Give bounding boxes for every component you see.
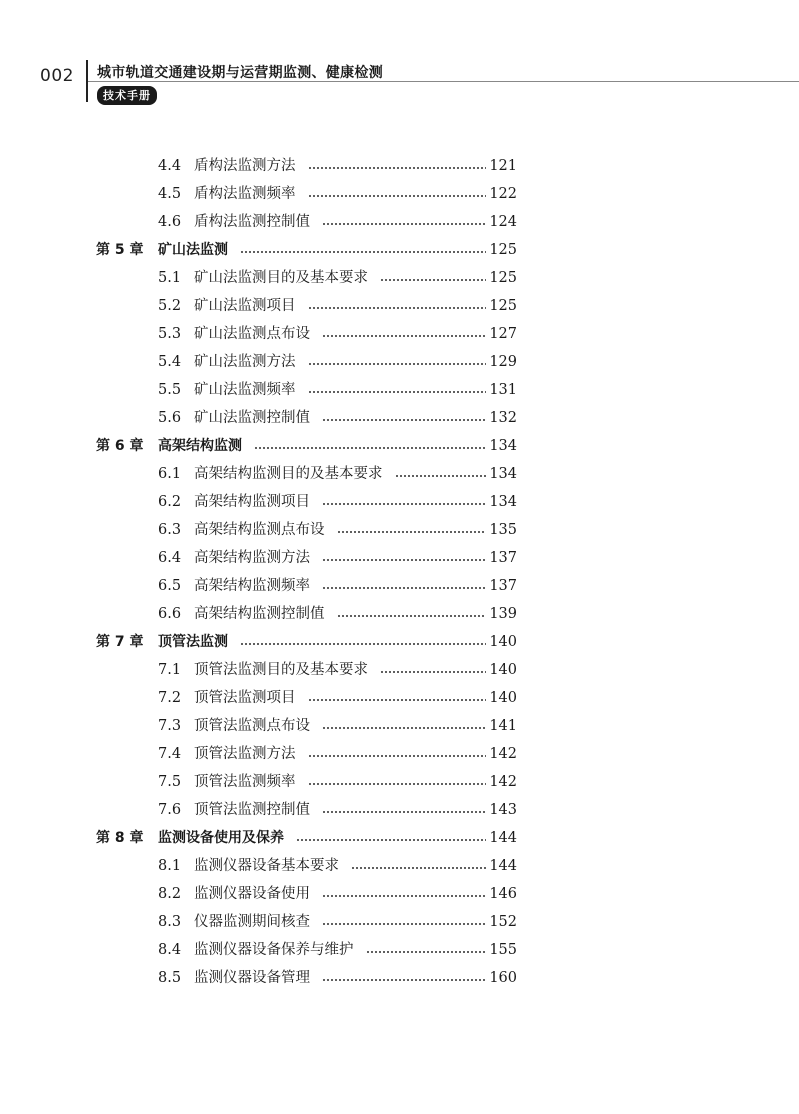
dot-leader	[254, 447, 486, 449]
toc-chapter-entry[interactable]	[96, 628, 517, 656]
dot-leader	[395, 475, 487, 477]
toc-entry-number: 第 8 章	[96, 830, 144, 846]
book-title: 城市轨道交通建设期与运营期监测、健康检测	[97, 65, 383, 81]
toc-section-entry[interactable]	[158, 292, 517, 320]
toc-entry-number: 5.1	[158, 270, 182, 286]
toc-section-entry[interactable]	[158, 712, 517, 740]
toc-section-entry[interactable]	[158, 572, 517, 600]
toc-entry-title: 顶管法监测目的及基本要求	[194, 662, 368, 678]
dot-leader	[322, 223, 486, 225]
toc-entry-page-number: 122	[489, 186, 517, 202]
dot-leader	[240, 251, 486, 253]
toc-entry-title: 盾构法监测控制值	[194, 214, 310, 230]
dot-leader	[308, 755, 487, 757]
toc-entry-page-number: 144	[489, 830, 517, 846]
toc-section-entry[interactable]	[158, 600, 517, 628]
toc-entry-number: 4.5	[158, 186, 182, 202]
toc-section-entry[interactable]	[158, 964, 517, 992]
toc-entry-page-number: 132	[489, 410, 517, 426]
toc-entry-page-number: 134	[489, 438, 517, 454]
toc-entry-number: 7.5	[158, 774, 182, 790]
toc-entry-number: 6.3	[158, 522, 182, 538]
toc-entry-title: 顶管法监测方法	[194, 746, 296, 762]
dot-leader	[308, 363, 487, 365]
dot-leader	[322, 895, 486, 897]
dot-leader	[308, 699, 487, 701]
page-number: 002	[40, 66, 74, 86]
manual-badge: 技术手册	[97, 86, 157, 105]
toc-section-entry[interactable]	[158, 320, 517, 348]
toc-entry-title: 监测仪器设备管理	[194, 970, 310, 986]
toc-entry-title: 顶管法监测项目	[194, 690, 296, 706]
dot-leader	[380, 671, 486, 673]
toc-chapter-entry[interactable]	[96, 432, 517, 460]
toc-entry-title: 监测仪器设备保养与维护	[194, 942, 354, 958]
toc-entry-number: 7.6	[158, 802, 182, 818]
toc-entry-number: 6.6	[158, 606, 182, 622]
toc-entry-title: 监测仪器设备基本要求	[194, 858, 339, 874]
dot-leader	[308, 783, 487, 785]
dot-leader	[337, 615, 487, 617]
toc-entry-title: 顶管法监测	[158, 634, 228, 650]
toc-entry-page-number: 137	[489, 578, 517, 594]
toc-entry-page-number: 143	[489, 802, 517, 818]
toc-section-entry[interactable]	[158, 852, 517, 880]
toc-entry-title: 矿山法监测频率	[194, 382, 296, 398]
toc-entry-page-number: 160	[489, 970, 517, 986]
toc-entry-number: 第 7 章	[96, 634, 144, 650]
toc-entry-title: 监测仪器设备使用	[194, 886, 310, 902]
toc-entry-number: 8.5	[158, 970, 182, 986]
toc-entry-number: 第 6 章	[96, 438, 144, 454]
toc-entry-number: 8.4	[158, 942, 182, 958]
toc-section-entry[interactable]	[158, 544, 517, 572]
dot-leader	[322, 559, 486, 561]
toc-entry-page-number: 140	[489, 690, 517, 706]
toc-section-entry[interactable]	[158, 936, 517, 964]
dot-leader	[240, 643, 486, 645]
toc-entry-title: 高架结构监测控制值	[194, 606, 325, 622]
toc-entry-number: 6.4	[158, 550, 182, 566]
toc-entry-page-number: 140	[489, 662, 517, 678]
toc-chapter-entry[interactable]	[96, 236, 517, 264]
toc-section-entry[interactable]	[158, 656, 517, 684]
toc-entry-title: 高架结构监测	[158, 438, 242, 454]
dot-leader	[308, 307, 487, 309]
toc-entry-number: 6.5	[158, 578, 182, 594]
toc-entry-number: 6.2	[158, 494, 182, 510]
dot-leader	[322, 587, 486, 589]
toc-entry-page-number: 155	[489, 942, 517, 958]
toc-section-entry[interactable]	[158, 908, 517, 936]
toc-entry-title: 盾构法监测频率	[194, 186, 296, 202]
toc-section-entry[interactable]	[158, 208, 517, 236]
toc-entry-page-number: 129	[489, 354, 517, 370]
toc-entry-number: 8.3	[158, 914, 182, 930]
dot-leader	[380, 279, 486, 281]
toc-entry-title: 盾构法监测方法	[194, 158, 296, 174]
dot-leader	[296, 839, 486, 841]
toc-entry-number: 5.4	[158, 354, 182, 370]
toc-entry-page-number: 137	[489, 550, 517, 566]
toc-entry-page-number: 134	[489, 466, 517, 482]
toc-entry-title: 高架结构监测频率	[194, 578, 310, 594]
toc-entry-number: 6.1	[158, 466, 182, 482]
dot-leader	[351, 867, 486, 869]
dot-leader	[322, 419, 486, 421]
toc-section-entry[interactable]	[158, 740, 517, 768]
toc-entry-page-number: 125	[489, 298, 517, 314]
toc-section-entry[interactable]	[158, 796, 517, 824]
toc-entry-title: 矿山法监测目的及基本要求	[194, 270, 368, 286]
toc-entry-page-number: 152	[489, 914, 517, 930]
toc-section-entry[interactable]	[158, 348, 517, 376]
dot-leader	[337, 531, 487, 533]
toc-entry-number: 7.3	[158, 718, 182, 734]
toc-entry-page-number: 141	[489, 718, 517, 734]
dot-leader	[322, 979, 486, 981]
toc-section-entry[interactable]	[158, 880, 517, 908]
page-header	[0, 0, 799, 110]
toc-entry-page-number: 125	[489, 242, 517, 258]
toc-entry-title: 仪器监测期间核查	[194, 914, 310, 930]
toc-section-entry[interactable]	[158, 768, 517, 796]
toc-entry-number: 5.2	[158, 298, 182, 314]
toc-section-entry[interactable]	[158, 152, 517, 180]
dot-leader	[322, 335, 486, 337]
toc-entry-title: 矿山法监测	[158, 242, 228, 258]
toc-chapter-entry[interactable]	[96, 824, 517, 852]
toc-entry-title: 顶管法监测频率	[194, 774, 296, 790]
toc-section-entry[interactable]	[158, 180, 517, 208]
toc-entry-title: 矿山法监测项目	[194, 298, 296, 314]
toc-entry-title: 顶管法监测控制值	[194, 802, 310, 818]
toc-entry-page-number: 135	[489, 522, 517, 538]
header-rule	[88, 81, 799, 82]
toc-entry-title: 矿山法监测控制值	[194, 410, 310, 426]
toc-entry-title: 高架结构监测项目	[194, 494, 310, 510]
toc-entry-page-number: 127	[489, 326, 517, 342]
toc-entry-title: 高架结构监测点布设	[194, 522, 325, 538]
toc-entry-page-number: 131	[489, 382, 517, 398]
toc-section-entry[interactable]	[158, 460, 517, 488]
dot-leader	[322, 727, 486, 729]
toc-entry-page-number: 121	[489, 158, 517, 174]
toc-section-entry[interactable]	[158, 516, 517, 544]
toc-entry-page-number: 142	[489, 774, 517, 790]
toc-entry-title: 顶管法监测点布设	[194, 718, 310, 734]
toc-entry-title: 高架结构监测方法	[194, 550, 310, 566]
toc-entry-page-number: 134	[489, 494, 517, 510]
toc-entry-title: 高架结构监测目的及基本要求	[194, 466, 383, 482]
toc-entry-page-number: 146	[489, 886, 517, 902]
dot-leader	[322, 811, 486, 813]
dot-leader	[308, 391, 487, 393]
toc-entry-number: 5.5	[158, 382, 182, 398]
toc-entry-number: 5.6	[158, 410, 182, 426]
dot-leader	[322, 923, 486, 925]
toc-entry-page-number: 140	[489, 634, 517, 650]
dot-leader	[308, 195, 487, 197]
toc-section-entry[interactable]	[158, 264, 517, 292]
toc-entry-number: 第 5 章	[96, 242, 144, 258]
toc-entry-page-number: 125	[489, 270, 517, 286]
toc-section-entry[interactable]	[158, 376, 517, 404]
toc-entry-page-number: 139	[489, 606, 517, 622]
toc-entry-title: 矿山法监测点布设	[194, 326, 310, 342]
toc-entry-number: 8.1	[158, 858, 182, 874]
toc-entry-number: 7.4	[158, 746, 182, 762]
toc-entry-number: 7.2	[158, 690, 182, 706]
toc-entry-number: 8.2	[158, 886, 182, 902]
dot-leader	[308, 167, 487, 169]
toc-entry-title: 监测设备使用及保养	[158, 830, 284, 846]
toc-entry-page-number: 142	[489, 746, 517, 762]
toc-entry-page-number: 144	[489, 858, 517, 874]
dot-leader	[366, 951, 487, 953]
toc-section-entry[interactable]	[158, 488, 517, 516]
dot-leader	[322, 503, 486, 505]
toc-entry-number: 5.3	[158, 326, 182, 342]
toc-entry-number: 4.6	[158, 214, 182, 230]
toc-entry-title: 矿山法监测方法	[194, 354, 296, 370]
toc-section-entry[interactable]	[158, 404, 517, 432]
toc-entry-number: 7.1	[158, 662, 182, 678]
toc-entry-number: 4.4	[158, 158, 182, 174]
toc-section-entry[interactable]	[158, 684, 517, 712]
toc-entry-page-number: 124	[489, 214, 517, 230]
